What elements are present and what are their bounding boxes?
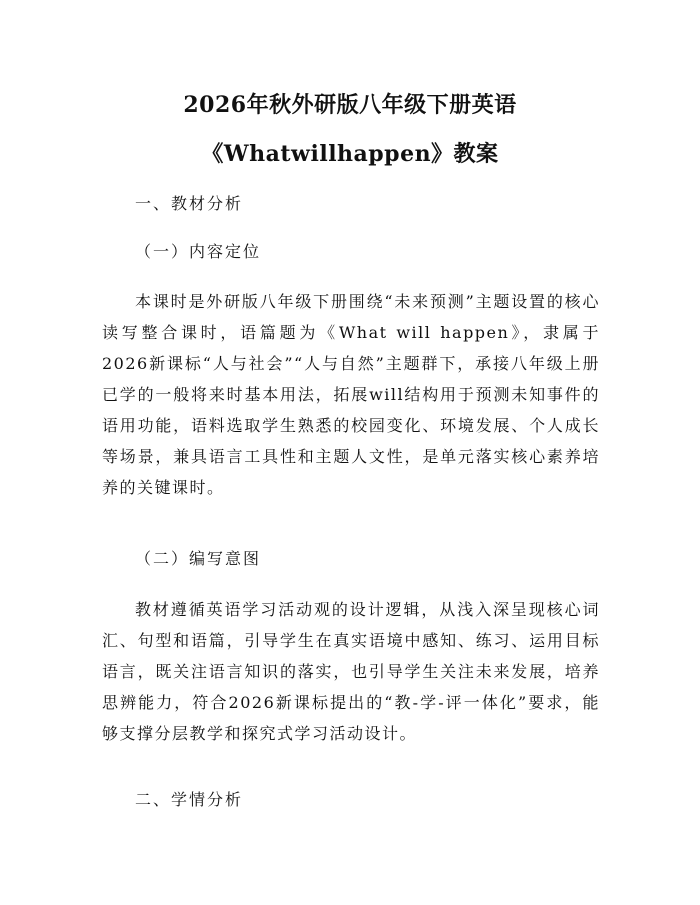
subsection-heading-content-positioning: （一）内容定位 bbox=[135, 242, 262, 261]
subsection-heading-writing-intent: （二）编写意图 bbox=[135, 549, 262, 568]
document-title-line-2: 《Whatwillhappen》教案 bbox=[201, 141, 499, 167]
section-heading-student-analysis: 二、学情分析 bbox=[135, 790, 244, 809]
paragraph-content-positioning: 本课时是外研版八年级下册围绕“未来预测”主题设置的核心读写整合课时，语篇题为《What will happen》，隶属于2026新课标“人与社会”“人与自然”主题群下，承接八年级上册已学的一般将来时基本用法，拓展will结构用于预测未知事件的语用功能，语料选取学生熟悉的校园变化、环境发展、个人成长等场景，兼具语言工具性和主题人文性，是单元落实核心素养培养的关键课时。 bbox=[102, 292, 600, 497]
document-title-line-1: 2026年秋外研版八年级下册英语 bbox=[183, 92, 517, 118]
section-heading-textbook-analysis: 一、教材分析 bbox=[135, 194, 244, 213]
paragraph-writing-intent: 教材遵循英语学习活动观的设计逻辑，从浅入深呈现核心词汇、句型和语篇，引导学生在真实语境中感知、练习、运用目标语言，既关注语言知识的落实，也引导学生关注未来发展，培养思辨能力，符合2026新课标提出的“教-学-评一体化”要求，能够支撑分层教学和探究式学习活动设计。 bbox=[102, 600, 600, 743]
